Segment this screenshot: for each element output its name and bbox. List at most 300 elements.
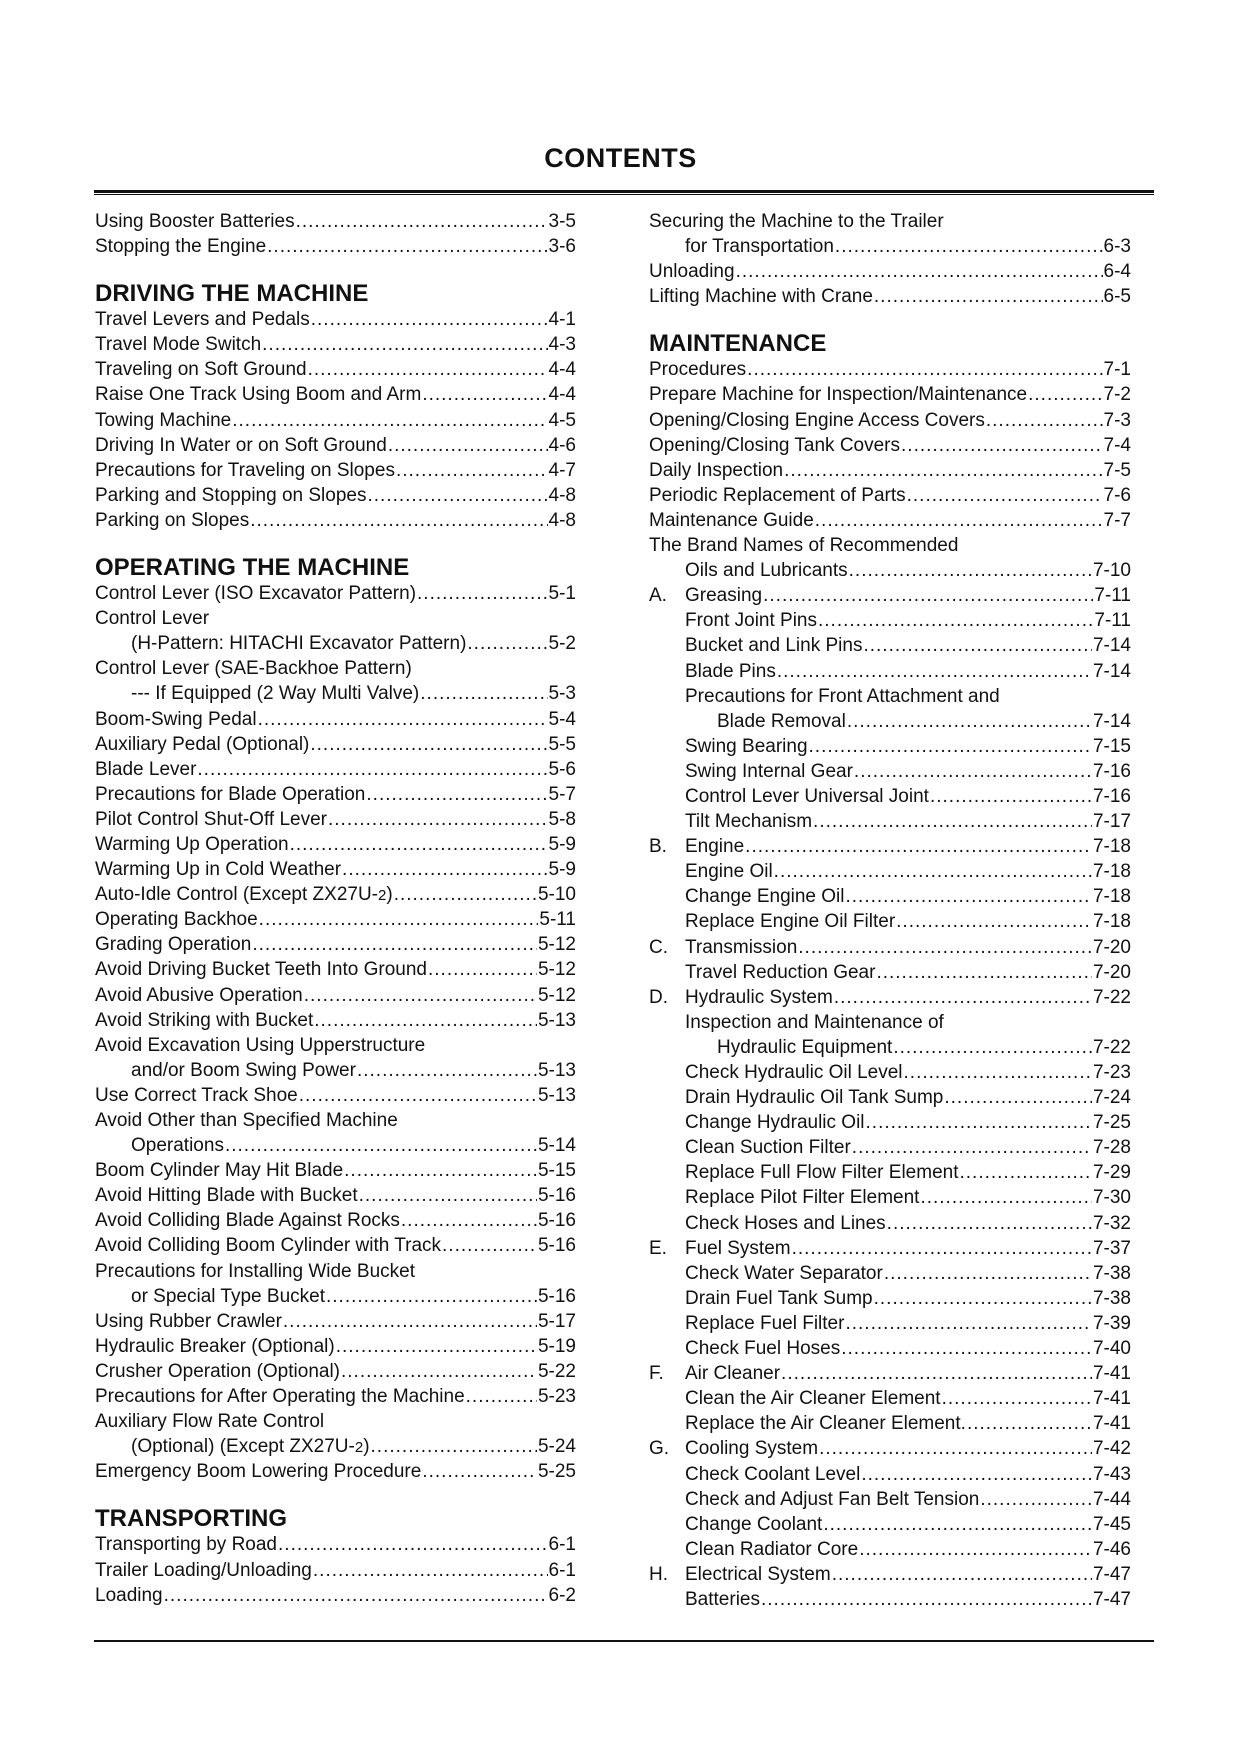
toc-entry[interactable] xyxy=(649,234,1131,259)
toc-entry-text: Periodic Replacement of Parts xyxy=(649,484,906,506)
toc-entry[interactable] xyxy=(95,1284,576,1309)
toc-page-number: 7-17 xyxy=(1092,811,1131,833)
toc-entry[interactable] xyxy=(649,1436,1131,1461)
toc-entry[interactable] xyxy=(95,1133,576,1158)
toc-leader-dots xyxy=(313,1558,548,1583)
toc-text: Securing the Machine to the Trailer xyxy=(649,211,944,232)
toc-entry[interactable] xyxy=(649,583,1131,608)
toc-entry[interactable] xyxy=(649,935,1131,960)
toc-entry-title xyxy=(95,307,310,332)
toc-page-number: 7-39 xyxy=(1092,1312,1131,1334)
toc-leader-dots xyxy=(907,483,1103,508)
toc-entry-text: Parking and Stopping on Slopes xyxy=(95,484,367,506)
toc-entry-title xyxy=(685,1537,858,1562)
toc-leader-dots xyxy=(832,1562,1092,1587)
toc-entry[interactable] xyxy=(95,1359,576,1384)
toc-leader-dots xyxy=(893,1035,1092,1060)
toc-entry-title xyxy=(685,1211,886,1236)
toc-entry[interactable] xyxy=(95,1208,576,1233)
toc-leader-dots xyxy=(986,408,1103,433)
toc-entry[interactable] xyxy=(649,1110,1131,1135)
toc-entry-title xyxy=(685,1386,941,1411)
toc-entry[interactable] xyxy=(95,832,576,857)
toc-entry-text: Check Coolant Level xyxy=(685,1463,861,1485)
toc-entry[interactable] xyxy=(649,1261,1131,1286)
toc-entry[interactable] xyxy=(649,1185,1131,1210)
toc-leader-dots xyxy=(310,732,547,757)
toc-entry[interactable] xyxy=(95,581,576,606)
toc-entry-text: Air Cleaner xyxy=(685,1363,781,1385)
toc-page-number: 7-11 xyxy=(1094,585,1131,607)
toc-entry-text: Hydraulic Breaker (Optional) xyxy=(95,1335,335,1357)
toc-entry[interactable] xyxy=(649,382,1131,407)
toc-entry-title xyxy=(95,209,295,234)
toc-entry-text: Warming Up Operation xyxy=(95,833,289,855)
toc-entry-title xyxy=(95,957,427,982)
toc-entry[interactable] xyxy=(649,1160,1131,1185)
toc-entry[interactable] xyxy=(649,1035,1131,1060)
toc-entry[interactable] xyxy=(95,983,576,1008)
top-rule xyxy=(94,190,1154,195)
toc-leader-dots xyxy=(283,1309,537,1334)
toc-entry-letter: A. xyxy=(649,585,667,607)
toc-entry-letter: F. xyxy=(649,1363,664,1385)
toc-entry-title xyxy=(685,1462,860,1487)
toc-text-line xyxy=(95,656,576,681)
toc-leader-dots xyxy=(809,734,1092,759)
toc-leader-dots xyxy=(278,1532,548,1557)
toc-leader-dots xyxy=(774,859,1092,884)
toc-entry-text: Lifting Machine with Crane xyxy=(649,286,873,308)
toc-entry-text: Transmission xyxy=(685,936,798,958)
toc-entry[interactable] xyxy=(649,1085,1131,1110)
toc-entry[interactable] xyxy=(95,957,576,982)
toc-entry[interactable] xyxy=(95,458,576,483)
toc-text: Inspection and Maintenance of xyxy=(685,1011,944,1033)
toc-leader-dots xyxy=(819,1436,1092,1461)
toc-page-number: 4-8 xyxy=(548,509,576,531)
toc-entry-title xyxy=(95,1532,277,1557)
toc-entry[interactable] xyxy=(649,709,1131,734)
toc-entry[interactable] xyxy=(95,234,576,259)
toc-page-number: 7-18 xyxy=(1092,886,1131,908)
toc-page-number: 5-3 xyxy=(548,683,576,705)
toc-entry[interactable] xyxy=(95,1058,576,1083)
toc-entry-text: Unloading xyxy=(649,261,735,283)
toc-entry[interactable] xyxy=(95,1158,576,1183)
toc-entry[interactable] xyxy=(95,732,576,757)
toc-entry-text: Stopping the Engine xyxy=(95,236,267,258)
toc-leader-dots xyxy=(359,1183,537,1208)
toc-page-number: 5-10 xyxy=(537,884,576,906)
toc-leader-dots xyxy=(835,234,1103,259)
toc-entry-title xyxy=(95,357,307,382)
toc-entry[interactable] xyxy=(649,759,1131,784)
toc-entry-title xyxy=(685,1336,840,1361)
toc-page-number: 6-1 xyxy=(548,1559,576,1581)
toc-entry-title xyxy=(649,583,762,608)
toc-entry-letter: B. xyxy=(649,836,667,858)
toc-entry-title xyxy=(649,284,873,309)
toc-entry[interactable] xyxy=(95,408,576,433)
toc-entry[interactable] xyxy=(649,809,1131,834)
toc-leader-dots xyxy=(197,757,547,782)
toc-page-number: 5-4 xyxy=(548,708,576,730)
toc-leader-dots xyxy=(262,332,547,357)
toc-entry-title xyxy=(685,734,808,759)
toc-entry[interactable] xyxy=(649,1286,1131,1311)
toc-entry-text: Clean the Air Cleaner Element xyxy=(685,1388,941,1410)
section-heading: DRIVING THE MACHINE xyxy=(95,280,369,308)
toc-page-number: 6-2 xyxy=(548,1584,576,1606)
toc-entry[interactable] xyxy=(649,1562,1131,1587)
toc-entry-title xyxy=(649,508,814,533)
toc-leader-dots xyxy=(232,408,547,433)
toc-entry-text: Clean Radiator Core xyxy=(685,1538,859,1560)
toc-entry-text: Transporting by Road xyxy=(95,1534,278,1556)
toc-entry-text: Check Hydraulic Oil Level xyxy=(685,1062,903,1083)
toc-entry[interactable] xyxy=(649,1361,1131,1386)
toc-page-number: 7-5 xyxy=(1103,459,1131,481)
toc-leader-dots xyxy=(745,834,1092,859)
toc-entry[interactable] xyxy=(649,909,1131,934)
toc-text-line xyxy=(95,606,576,631)
toc-entry[interactable] xyxy=(95,1008,576,1033)
toc-page-number: 5-6 xyxy=(548,758,576,780)
toc-page-number: 7-16 xyxy=(1092,760,1131,782)
toc-entry-title xyxy=(649,357,746,382)
toc-entry[interactable] xyxy=(649,1487,1131,1512)
toc-entry[interactable] xyxy=(95,1309,576,1334)
toc-page-number: 6-4 xyxy=(1103,261,1131,283)
toc-entry[interactable] xyxy=(649,633,1131,658)
toc-entry-text: Replace the Air Cleaner Element. xyxy=(685,1413,966,1435)
toc-entry[interactable] xyxy=(649,558,1131,583)
toc-entry[interactable] xyxy=(649,1462,1131,1487)
toc-leader-dots xyxy=(815,508,1103,533)
toc-entry[interactable] xyxy=(649,483,1131,508)
toc-leader-dots xyxy=(367,483,547,508)
toc-entry-text: Batteries xyxy=(685,1588,760,1610)
toc-entry-text: Operating Backhoe xyxy=(95,909,258,931)
toc-text-line xyxy=(95,1033,576,1058)
toc-entry[interactable] xyxy=(95,1532,576,1557)
toc-entry[interactable] xyxy=(649,1336,1131,1361)
toc-leader-dots xyxy=(861,1462,1092,1487)
toc-page-number: 4-4 xyxy=(548,359,576,381)
toc-entry-title xyxy=(95,757,196,782)
toc-entry-text: Engine Oil xyxy=(685,861,773,883)
toc-page-number: 7-38 xyxy=(1092,1262,1131,1284)
toc-entry[interactable] xyxy=(95,209,576,234)
toc-entry-text: Using Booster Batteries xyxy=(95,211,295,232)
toc-entry[interactable] xyxy=(649,1135,1131,1160)
toc-leader-dots xyxy=(164,1583,548,1608)
toc-entry-text: Fuel System xyxy=(685,1237,791,1259)
toc-page-number: 7-46 xyxy=(1092,1538,1131,1560)
toc-entry-title xyxy=(95,1183,358,1208)
toc-entry-text: (Optional) (Except ZX27U- xyxy=(131,1436,355,1458)
toc-entry[interactable] xyxy=(95,857,576,882)
toc-entry-text: Hydraulic System xyxy=(685,986,833,1008)
toc-page-number: 5-15 xyxy=(537,1160,576,1182)
toc-entry[interactable] xyxy=(95,357,576,382)
toc-page-number: 4-1 xyxy=(548,309,576,331)
toc-page-number: 7-18 xyxy=(1092,836,1131,858)
toc-entry[interactable] xyxy=(95,307,576,332)
toc-entry-text: Maintenance Guide xyxy=(649,509,814,531)
toc-entry-title xyxy=(685,659,776,684)
toc-leader-dots xyxy=(876,960,1092,985)
toc-leader-dots xyxy=(813,809,1092,834)
toc-entry-title xyxy=(649,985,833,1010)
toc-entry-text: Crusher Operation (Optional) xyxy=(95,1360,340,1382)
toc-entry[interactable] xyxy=(649,259,1131,284)
toc-entry-title xyxy=(95,807,327,832)
toc-entry-text: Control Lever Universal Joint xyxy=(685,785,929,807)
toc-entry[interactable] xyxy=(95,1183,576,1208)
section-heading: TRANSPORTING xyxy=(95,1505,287,1533)
toc-page-number: 7-41 xyxy=(1092,1388,1131,1410)
toc-entry[interactable] xyxy=(649,1311,1131,1336)
toc-entry[interactable] xyxy=(649,458,1131,483)
toc-entry-title xyxy=(95,1233,441,1258)
toc-entry-text: Parking on Slopes xyxy=(95,509,250,531)
toc-leader-dots xyxy=(930,784,1092,809)
toc-leader-dots xyxy=(252,932,537,957)
toc-entry-text: Electrical System xyxy=(685,1563,831,1585)
toc-entry[interactable] xyxy=(649,1537,1131,1562)
toc-text-line xyxy=(95,1259,576,1284)
toc-leader-dots xyxy=(967,1411,1092,1436)
toc-leader-dots xyxy=(823,1512,1092,1537)
toc-entry-text: Precautions for Blade Operation xyxy=(95,783,366,805)
toc-page-number: 5-16 xyxy=(537,1185,576,1207)
toc-page-number: 7-41 xyxy=(1092,1413,1131,1435)
toc-text-line xyxy=(95,1108,576,1133)
toc-entry-text: Hydraulic Equipment xyxy=(717,1036,893,1058)
toc-entry[interactable] xyxy=(649,408,1131,433)
toc-page-number: 7-6 xyxy=(1103,484,1131,506)
toc-entry[interactable] xyxy=(95,932,576,957)
toc-page-number: 7-11 xyxy=(1094,610,1131,632)
toc-entry[interactable] xyxy=(95,433,576,458)
toc-entry[interactable] xyxy=(649,433,1131,458)
toc-entry[interactable] xyxy=(95,382,576,407)
toc-entry[interactable] xyxy=(649,734,1131,759)
toc-text-line xyxy=(649,684,1131,709)
toc-leader-dots xyxy=(388,433,548,458)
toc-entry-text: Daily Inspection xyxy=(649,459,784,481)
toc-leader-dots xyxy=(736,259,1103,284)
toc-leader-dots xyxy=(328,807,548,832)
toc-entry-title xyxy=(95,732,309,757)
toc-entry-text: Front Joint Pins xyxy=(685,610,817,632)
toc-entry-title xyxy=(685,558,848,583)
toc-leader-dots xyxy=(920,1185,1092,1210)
toc-entry[interactable] xyxy=(649,357,1131,382)
toc-leader-dots xyxy=(874,1286,1092,1311)
toc-entry-text: Drain Fuel Tank Sump xyxy=(685,1287,873,1309)
toc-entry[interactable] xyxy=(649,659,1131,684)
toc-entry[interactable] xyxy=(95,1083,576,1108)
toc-page-number: 7-40 xyxy=(1092,1338,1131,1360)
toc-entry[interactable] xyxy=(649,1236,1131,1261)
toc-entry-text: Change Engine Oil xyxy=(685,886,845,908)
toc-leader-dots xyxy=(442,1233,537,1258)
toc-entry[interactable] xyxy=(95,1334,576,1359)
toc-entry-title xyxy=(685,1512,822,1537)
toc-entry-title xyxy=(685,909,895,934)
toc-entry[interactable] xyxy=(95,483,576,508)
toc-entry-text: Avoid Striking with Bucket xyxy=(95,1009,314,1031)
toc-entry[interactable] xyxy=(649,960,1131,985)
toc-entry-title xyxy=(95,408,231,433)
toc-entry-title xyxy=(649,458,783,483)
toc-entry-title xyxy=(95,581,416,606)
toc-entry-title xyxy=(649,1436,818,1461)
toc-entry[interactable] xyxy=(649,1386,1131,1411)
toc-entry[interactable] xyxy=(95,882,576,907)
toc-leader-dots xyxy=(845,1311,1092,1336)
toc-page-number: 7-14 xyxy=(1092,635,1131,657)
toc-leader-dots xyxy=(852,1135,1092,1160)
toc-page-number: 7-14 xyxy=(1092,710,1131,732)
toc-entry-text: Greasing xyxy=(685,585,763,607)
toc-page-number: 5-24 xyxy=(537,1436,576,1458)
toc-page-number: 4-8 xyxy=(548,484,576,506)
toc-page-number: 7-43 xyxy=(1092,1463,1131,1485)
toc-entry[interactable] xyxy=(95,681,576,706)
toc-entry-text: Replace Fuel Filter xyxy=(685,1312,845,1334)
toc-entry[interactable] xyxy=(95,1384,576,1409)
toc-entry[interactable] xyxy=(95,631,576,656)
toc-entry-text: Check and Adjust Fan Belt Tension xyxy=(685,1488,980,1510)
toc-page-number: 4-5 xyxy=(548,409,576,431)
toc-entry[interactable] xyxy=(649,884,1131,909)
toc-entry-text: Raise One Track Using Boom and Arm xyxy=(95,384,422,406)
toc-entry[interactable] xyxy=(649,1060,1131,1085)
toc-entry-text: Operations xyxy=(131,1135,224,1157)
toc-entry[interactable] xyxy=(649,284,1131,309)
toc-entry[interactable] xyxy=(95,1233,576,1258)
toc-entry-text: Precautions for Traveling on Slopes xyxy=(95,459,395,481)
toc-entry-title xyxy=(131,681,419,706)
toc-entry-text: Auxiliary Pedal (Optional) xyxy=(95,733,310,755)
toc-entry-text: Travel Levers and Pedals xyxy=(95,309,310,331)
toc-entry[interactable] xyxy=(649,1587,1131,1612)
toc-entry-title xyxy=(95,932,251,957)
toc-entry[interactable] xyxy=(95,1583,576,1608)
toc-entry[interactable] xyxy=(95,707,576,732)
toc-entry[interactable] xyxy=(649,608,1131,633)
toc-text-line xyxy=(649,533,1131,558)
toc-entry-text: Opening/Closing Tank Covers xyxy=(649,434,901,456)
toc-entry-letter: D. xyxy=(649,986,668,1008)
toc-entry[interactable] xyxy=(649,508,1131,533)
toc-page-number: 3-5 xyxy=(548,211,576,232)
toc-entry[interactable] xyxy=(649,985,1131,1010)
toc-entry-title xyxy=(685,884,845,909)
toc-page-number: 7-41 xyxy=(1092,1363,1131,1385)
toc-leader-dots xyxy=(296,209,548,234)
toc-page-number: 5-13 xyxy=(537,1059,576,1081)
toc-entry-title xyxy=(685,809,812,834)
toc-text: The Brand Names of Recommended xyxy=(649,535,959,557)
toc-entry-text: Change Coolant xyxy=(685,1513,823,1535)
toc-entry-text: Travel Reduction Gear xyxy=(685,961,876,983)
toc-text-line xyxy=(649,209,1131,234)
toc-page-number: 5-16 xyxy=(537,1235,576,1257)
toc-entry-text: Using Rubber Crawler xyxy=(95,1310,282,1332)
toc-entry[interactable] xyxy=(95,1558,576,1583)
toc-entry[interactable] xyxy=(95,782,576,807)
toc-page-number: 3-6 xyxy=(548,236,576,258)
toc-entry-letter: E. xyxy=(649,1237,667,1259)
toc-page-number: 5-13 xyxy=(537,1084,576,1106)
toc-page-number: 7-25 xyxy=(1092,1112,1131,1134)
toc-entry-title xyxy=(95,433,387,458)
toc-page-number: 7-29 xyxy=(1092,1162,1131,1184)
toc-entry[interactable] xyxy=(95,757,576,782)
toc-entry[interactable] xyxy=(95,807,576,832)
toc-entry[interactable] xyxy=(649,1211,1131,1236)
toc-entry-text: Loading xyxy=(95,1584,163,1606)
toc-leader-dots xyxy=(394,882,537,907)
toc-entry-model-suffix: 2 xyxy=(354,1439,364,1457)
toc-leader-dots xyxy=(901,433,1103,458)
toc-leader-dots xyxy=(866,1110,1092,1135)
toc-entry-text: Pilot Control Shut-Off Lever xyxy=(95,808,327,830)
toc-page-number: 7-22 xyxy=(1092,986,1131,1008)
toc-entry-text: Avoid Hitting Blade with Bucket xyxy=(95,1185,358,1207)
toc-entry-title xyxy=(685,1411,966,1436)
toc-entry[interactable] xyxy=(649,1512,1131,1537)
toc-entry-text: Procedures xyxy=(649,359,747,381)
toc-entry-text: Trailer Loading/Unloading xyxy=(95,1559,312,1581)
toc-page-number: 5-2 xyxy=(548,633,576,655)
toc-entry[interactable] xyxy=(95,1434,576,1459)
toc-entry[interactable] xyxy=(95,508,576,533)
toc-entry[interactable] xyxy=(95,907,576,932)
toc-entry[interactable] xyxy=(95,1459,576,1484)
toc-entry-title xyxy=(95,1359,340,1384)
toc-page-number: 7-42 xyxy=(1092,1438,1131,1460)
toc-leader-dots xyxy=(299,1083,537,1108)
toc-leader-dots xyxy=(904,1060,1092,1085)
toc-entry[interactable] xyxy=(649,859,1131,884)
toc-page-number: 7-47 xyxy=(1092,1563,1131,1585)
toc-page-number: 5-22 xyxy=(537,1360,576,1382)
toc-entry-text: Auto-Idle Control (Except ZX27U- xyxy=(95,884,379,906)
toc-leader-dots xyxy=(290,832,548,857)
toc-page-number: 4-7 xyxy=(548,459,576,481)
toc-page-number: 6-5 xyxy=(1103,286,1131,308)
toc-entry-title xyxy=(95,983,303,1008)
toc-entry-title xyxy=(95,1334,335,1359)
toc-page-number: 5-19 xyxy=(537,1335,576,1357)
toc-page-number: 4-3 xyxy=(548,334,576,356)
toc-entry[interactable] xyxy=(649,784,1131,809)
toc-entry-text: Control Lever (ISO Excavator Pattern) xyxy=(95,583,417,605)
toc-left-column xyxy=(95,209,576,1608)
toc-entry-text: Use Correct Track Shoe xyxy=(95,1084,298,1106)
toc-entry[interactable] xyxy=(95,332,576,357)
toc-entry-text: Replace Engine Oil Filter xyxy=(685,911,896,933)
toc-entry[interactable] xyxy=(649,834,1131,859)
toc-entry-text-end: ) xyxy=(386,884,393,906)
toc-entry[interactable] xyxy=(649,1411,1131,1436)
